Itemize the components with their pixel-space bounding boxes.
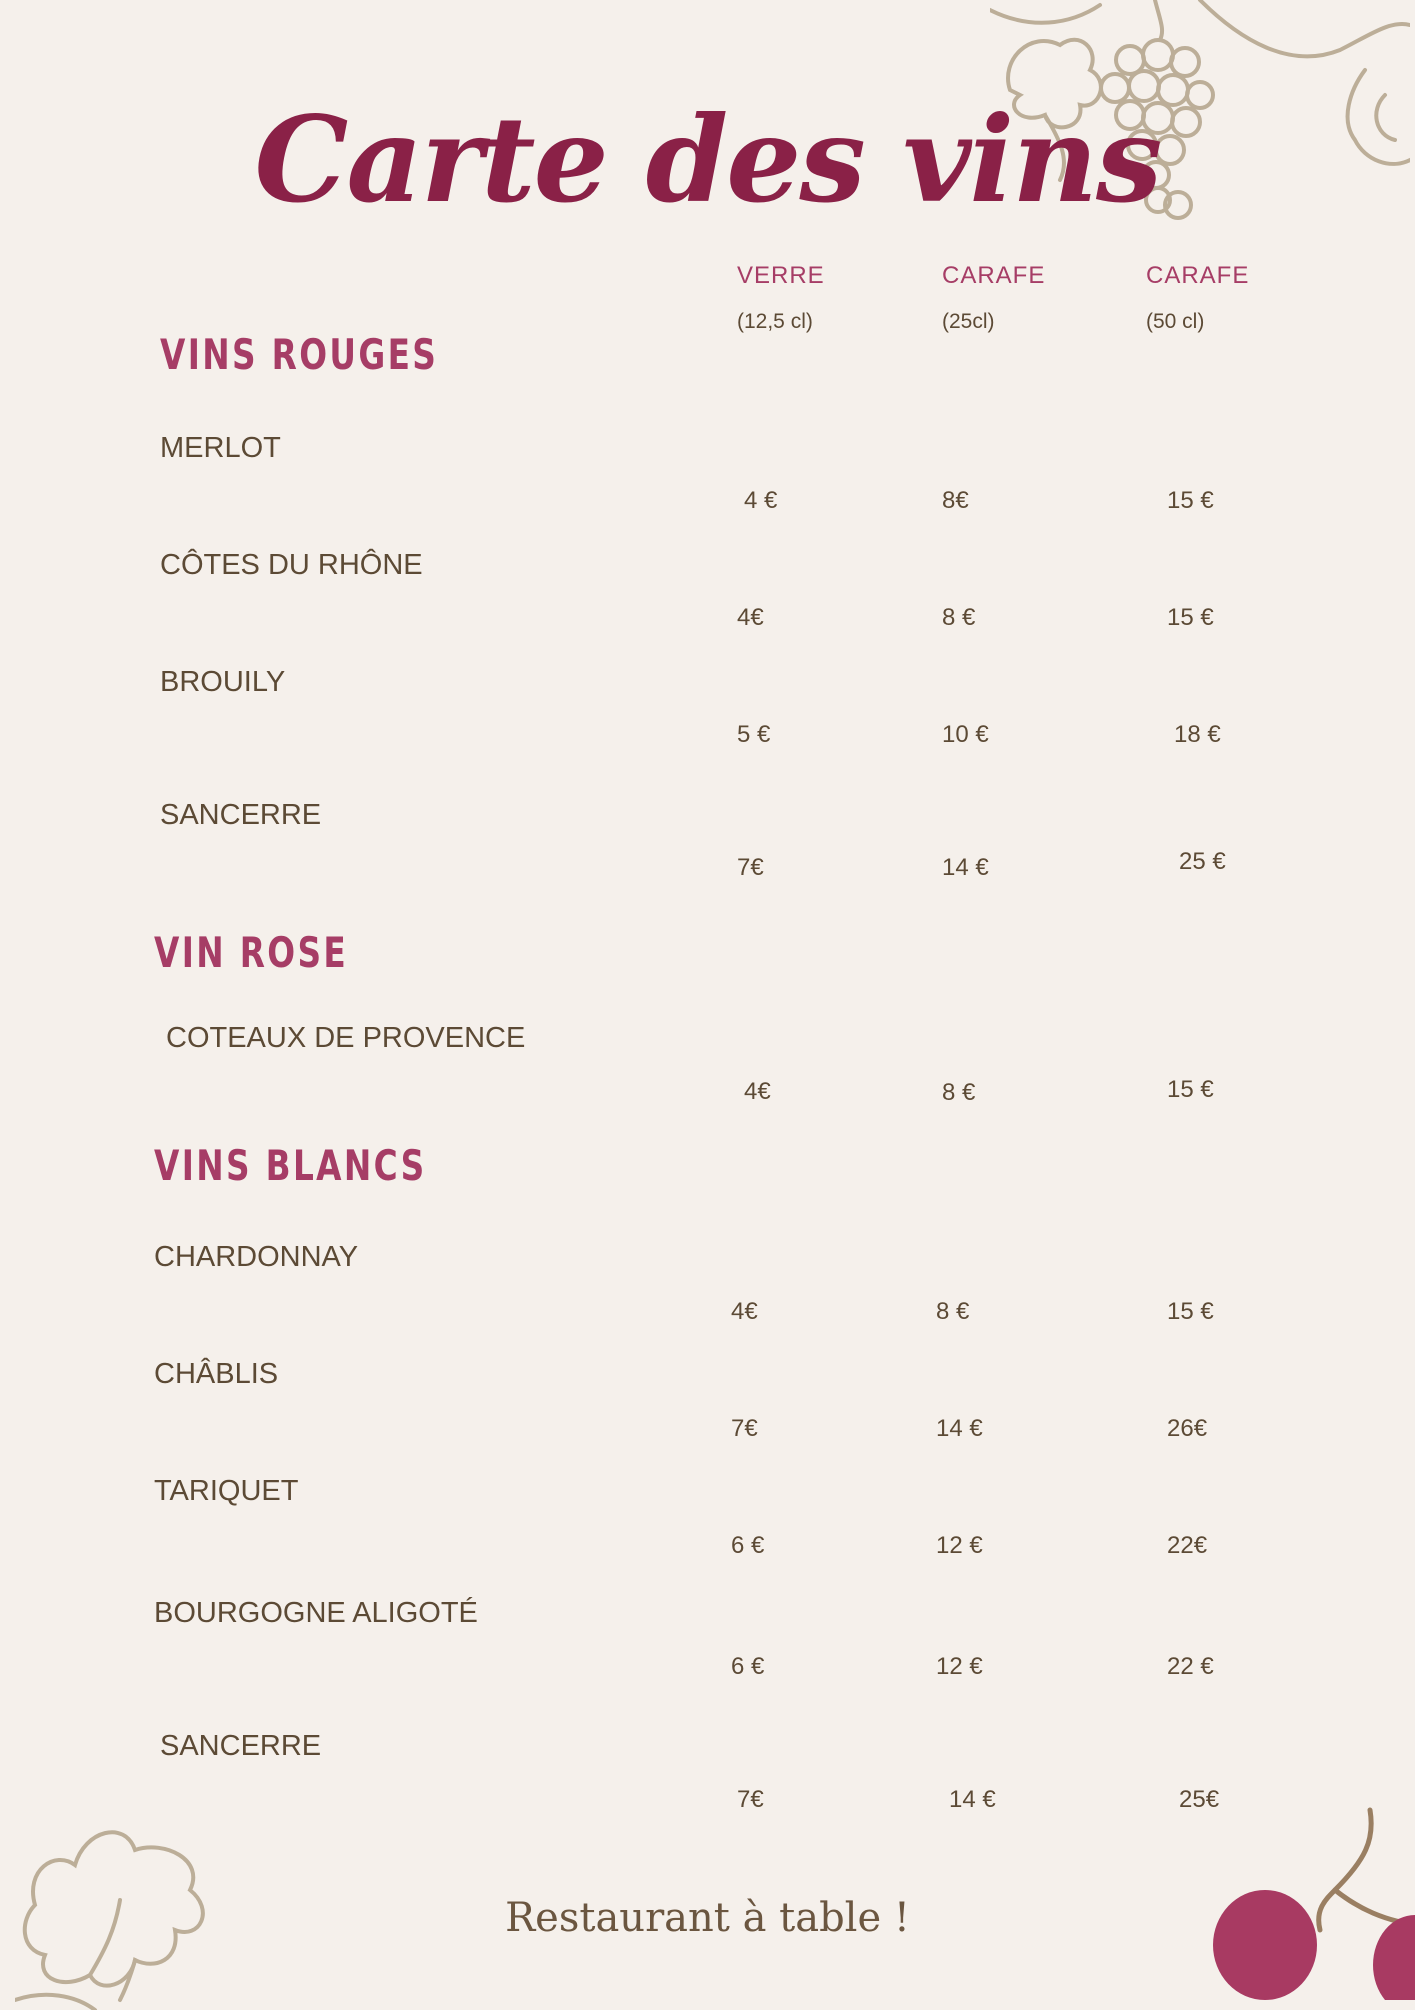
price-glass: 4€ <box>731 1298 758 1325</box>
column-header-glass: VERRE <box>737 262 825 289</box>
restaurant-name-footer: Restaurant à table ! <box>505 1895 910 1941</box>
price-glass: 6 € <box>731 1653 765 1680</box>
price-carafe-25: 8 € <box>942 604 976 631</box>
price-glass: 4€ <box>737 604 764 631</box>
price-glass: 7€ <box>737 1786 764 1813</box>
price-glass: 5 € <box>737 721 771 748</box>
price-carafe-25: 14 € <box>936 1415 983 1442</box>
wine-name: SANCERRE <box>160 799 322 831</box>
section-title-white-wines: VINS BLANCS <box>154 1141 427 1190</box>
price-carafe-25: 14 € <box>942 854 989 881</box>
price-carafe-25: 12 € <box>936 1532 983 1559</box>
wine-name: MERLOT <box>160 432 281 464</box>
price-carafe-50: 25€ <box>1179 1786 1220 1813</box>
price-carafe-25: 10 € <box>942 721 989 748</box>
price-glass: 7€ <box>731 1415 758 1442</box>
section-title-red-wines: VINS ROUGES <box>160 330 439 379</box>
price-glass: 4€ <box>744 1078 771 1105</box>
section-title-rose-wine: VIN ROSE <box>154 928 349 977</box>
price-carafe-50: 15 € <box>1167 604 1214 631</box>
wine-name: SANCERRE <box>160 1730 322 1762</box>
wine-name: CHÂBLIS <box>154 1358 279 1390</box>
page-title: Carte des vins <box>254 90 1161 229</box>
price-carafe-50: 22€ <box>1167 1532 1208 1559</box>
price-carafe-25: 8 € <box>936 1298 970 1325</box>
wine-name: TARIQUET <box>154 1475 299 1507</box>
column-volume-glass: (12,5 cl) <box>737 310 813 333</box>
price-carafe-25: 8€ <box>942 487 969 514</box>
price-glass: 4 € <box>744 487 778 514</box>
price-carafe-25: 14 € <box>949 1786 996 1813</box>
column-header-carafe-25: CARAFE <box>942 262 1046 289</box>
price-carafe-50: 26€ <box>1167 1415 1208 1442</box>
column-volume-carafe-25: (25cl) <box>942 310 995 333</box>
price-glass: 6 € <box>731 1532 765 1559</box>
column-volume-carafe-50: (50 cl) <box>1146 310 1205 333</box>
wine-name: CÔTES DU RHÔNE <box>160 549 423 581</box>
price-carafe-50: 18 € <box>1174 721 1221 748</box>
price-carafe-25: 12 € <box>936 1653 983 1680</box>
wine-name: COTEAUX DE PROVENCE <box>166 1022 526 1054</box>
wine-name: CHARDONNAY <box>154 1241 359 1273</box>
wine-name: BOURGOGNE ALIGOTÉ <box>154 1597 478 1629</box>
price-carafe-50: 15 € <box>1167 487 1214 514</box>
price-carafe-50: 22 € <box>1167 1653 1214 1680</box>
price-carafe-50: 25 € <box>1179 848 1226 875</box>
wine-name: BROUILY <box>160 666 286 698</box>
price-carafe-50: 15 € <box>1167 1298 1214 1325</box>
price-glass: 7€ <box>737 854 764 881</box>
column-header-carafe-50: CARAFE <box>1146 262 1250 289</box>
price-carafe-50: 15 € <box>1167 1076 1214 1103</box>
price-carafe-25: 8 € <box>942 1079 976 1106</box>
